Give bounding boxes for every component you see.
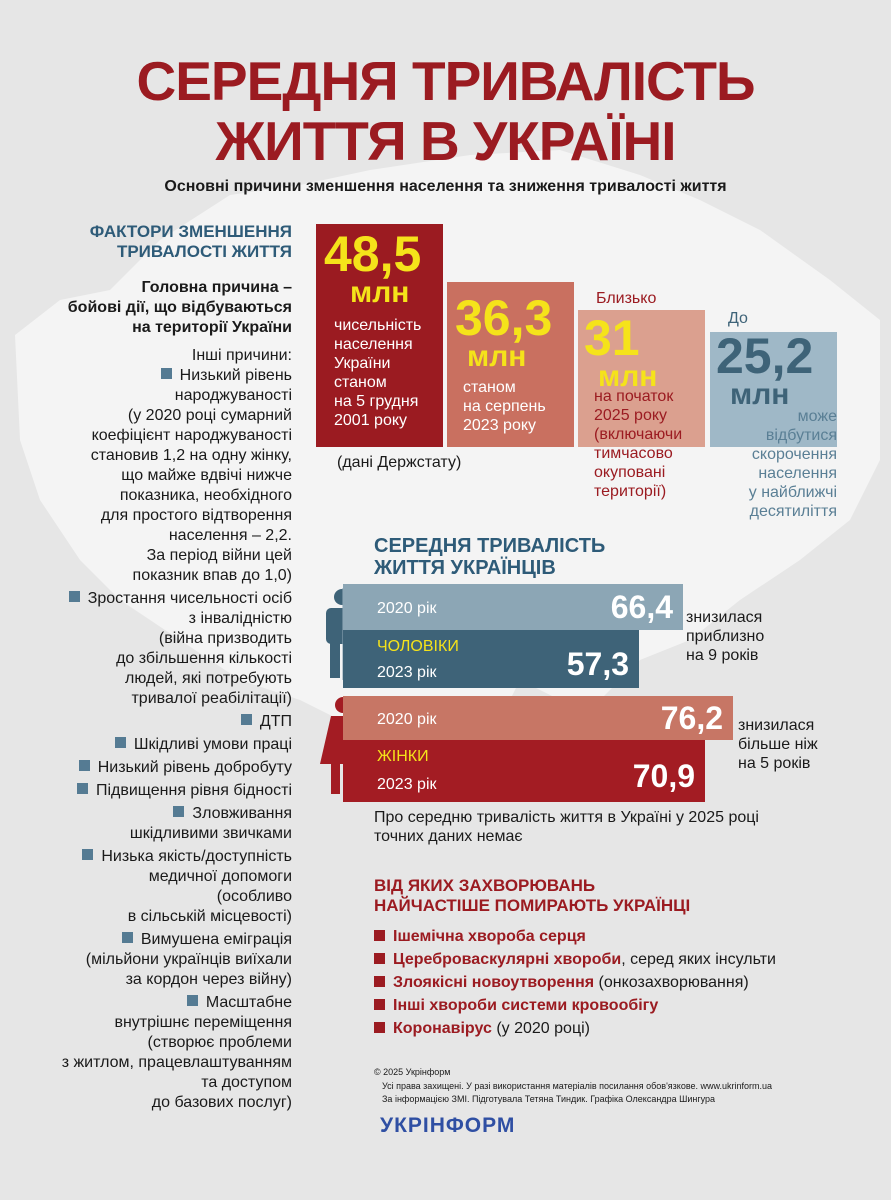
diseases-heading-line1: ВІД ЯКИХ ЗАХВОРЮВАНЬ — [374, 876, 596, 895]
population-2001-unit: млн — [350, 276, 410, 309]
men-change-note — [686, 608, 764, 665]
desc-line: населення — [758, 465, 837, 482]
bullet-icon — [79, 760, 90, 771]
men-2020-bar — [343, 584, 683, 630]
factor-item-line — [20, 546, 292, 566]
factor-item-line — [20, 950, 292, 970]
factor-item-line — [20, 1033, 292, 1053]
factors-section — [20, 222, 292, 1116]
bullet-icon — [69, 591, 80, 602]
disease-name: Коронавірус — [393, 1020, 492, 1037]
factor-item — [20, 804, 292, 844]
factor-item-text: За період війни цей — [146, 547, 292, 564]
factor-item-text: ДТП — [259, 713, 292, 730]
factor-item-text: людей, які потребують — [125, 670, 292, 687]
factor-item-text: з інвалідністю — [188, 610, 292, 627]
factor-item — [20, 366, 292, 586]
factor-item-line — [20, 930, 292, 950]
women-label: ЖІНКИ — [377, 748, 429, 765]
disease-name: Інші хвороби системи кровообігу — [393, 997, 659, 1014]
factor-item-line — [20, 970, 292, 990]
factor-item-line — [20, 781, 292, 801]
footer-credits: За інформацією ЗМІ. Підготувала Тетяна Тиндик. Графіка Олександра Шингура — [382, 1094, 716, 1104]
factor-item-text: Вимушена еміграція — [140, 931, 292, 948]
disease-item — [374, 994, 776, 1017]
factor-item-text: за кордон через війну) — [125, 971, 292, 988]
factor-item-line — [20, 366, 292, 386]
factor-item-line — [20, 712, 292, 732]
factor-item-line — [20, 847, 292, 867]
women-2023-year: 2023 рік — [377, 776, 437, 793]
factor-item-line — [20, 506, 292, 526]
bullet-icon — [374, 930, 385, 941]
population-2001-box — [316, 224, 443, 447]
disease-item — [374, 925, 776, 948]
desc-line: (включаючи — [594, 426, 683, 443]
factor-item-line — [20, 887, 292, 907]
factor-item-line — [20, 735, 292, 755]
desc-line: на 5 років — [738, 755, 811, 772]
factor-item-text: Низький рівень добробуту — [97, 759, 292, 776]
factor-item-text: шкідливими звичками — [129, 825, 292, 842]
men-label: ЧОЛОВІКИ — [377, 638, 459, 655]
desc-line: території) — [594, 483, 667, 500]
factor-item — [20, 712, 292, 732]
page-title-line2: ЖИТТЯ В УКРАЇНІ — [215, 110, 676, 172]
bullet-icon — [374, 1022, 385, 1033]
other-causes-label: Інші причини: — [191, 347, 292, 364]
bullet-icon — [374, 976, 385, 987]
desc-line: приблизно — [686, 628, 765, 645]
diseases-heading-line2: НАЙЧАСТІШЕ ПОМИРАЮТЬ УКРАЇНЦІ — [374, 896, 691, 915]
factor-item-line — [20, 824, 292, 844]
factor-item-line — [20, 649, 292, 669]
factor-item-line — [20, 386, 292, 406]
factor-item-text: (створює проблеми — [147, 1034, 292, 1051]
desc-line: може — [797, 408, 837, 425]
women-2020-year: 2020 рік — [377, 711, 437, 728]
desc-line: 2023 року — [463, 417, 537, 434]
factor-item-text: (мільйони українців виїхали — [85, 951, 292, 968]
factor-item-text: показника, необхідного — [119, 487, 292, 504]
factor-item-line — [20, 669, 292, 689]
factor-item-text: в сільській місцевості) — [127, 908, 292, 925]
factor-item — [20, 735, 292, 755]
disease-note: , серед яких інсульти — [621, 951, 776, 968]
population-source: (дані Держстату) — [337, 454, 462, 471]
factor-item — [20, 589, 292, 709]
disease-list — [374, 925, 776, 1040]
men-2023-year: 2023 рік — [377, 664, 437, 681]
factor-list — [20, 366, 292, 1113]
ukrinform-logo: УКРІНФОРМ — [380, 1114, 516, 1137]
population-forecast-prefix: До — [728, 310, 748, 327]
desc-line: тимчасово — [594, 445, 673, 462]
factor-item-line — [20, 758, 292, 778]
factor-item-text: Масштабне — [205, 994, 292, 1011]
factor-item-line — [20, 426, 292, 446]
bullet-icon — [115, 737, 126, 748]
factor-item-text: (війна призводить — [158, 630, 292, 647]
factor-item-line — [20, 1053, 292, 1073]
page-title-line1: СЕРЕДНЯ ТРИВАЛІСТЬ — [136, 50, 755, 112]
desc-line: станом — [334, 374, 387, 391]
population-forecast-desc — [710, 407, 837, 521]
women-change-note — [738, 716, 818, 773]
desc-line: населення — [334, 336, 413, 353]
factor-item-line — [20, 1093, 292, 1113]
disease-name: Злоякісні новоутворення — [393, 974, 595, 991]
bullet-icon — [173, 806, 184, 817]
factor-item-text: Низька якість/доступність — [101, 848, 292, 865]
factor-item-line — [20, 566, 292, 586]
men-2020-value: 66,4 — [610, 589, 673, 625]
bullet-icon — [77, 783, 88, 794]
factor-item-line — [20, 907, 292, 927]
factor-item-text: (у 2020 році сумарний — [127, 407, 292, 424]
factor-item — [20, 993, 292, 1113]
population-2023-unit: млн — [467, 340, 527, 373]
bullet-icon — [241, 714, 252, 725]
women-2023-bar — [343, 740, 705, 802]
population-2001-desc — [334, 316, 443, 430]
factor-item-text: тривалої реабілітації) — [131, 690, 292, 707]
factor-item-text: що майже вдвічі нижче — [121, 467, 292, 484]
desc-line: на серпень — [463, 398, 546, 415]
population-forecast-value: 25,2 — [716, 328, 814, 384]
desc-line: у найближчі — [748, 484, 837, 501]
factor-item-text: та доступом — [201, 1074, 292, 1091]
life-heading-line2: ЖИТТЯ УКРАЇНЦІВ — [374, 557, 556, 579]
factor-item-line — [20, 609, 292, 629]
life-footnote-line2: точних даних немає — [374, 828, 523, 845]
page-subtitle: Основні причини зменшення населення та зниження тривалості життя — [164, 178, 727, 195]
bullet-icon — [122, 932, 133, 943]
bullet-icon — [374, 999, 385, 1010]
desc-line: десятиліття — [749, 503, 837, 520]
factor-item-text: Зловживання — [192, 805, 292, 822]
factor-item-text: Підвищення рівня бідності — [95, 782, 292, 799]
desc-line: 2001 року — [334, 412, 408, 429]
factor-item-line — [20, 526, 292, 546]
factor-item-line — [20, 867, 292, 887]
factor-item-text: з житлом, працевлаштуванням — [61, 1054, 292, 1071]
desc-line: відбутися — [765, 427, 837, 444]
factor-item-text: внутрішнє переміщення — [114, 1014, 292, 1031]
factor-item-text: до збільшення кількості — [116, 650, 292, 667]
women-2020-value: 76,2 — [660, 700, 723, 736]
factor-item-line — [20, 466, 292, 486]
factor-item — [20, 847, 292, 927]
desc-line: на 5 грудня — [334, 393, 419, 410]
factor-item-line — [20, 589, 292, 609]
bullet-icon — [187, 995, 198, 1006]
bullet-icon — [82, 849, 93, 860]
men-2023-value: 57,3 — [566, 646, 629, 682]
desc-line: станом — [463, 379, 516, 396]
desc-line: чисельність — [334, 317, 422, 334]
desc-line: України — [334, 355, 391, 372]
footer-rights: Усі права захищені. У разі використання матеріалів посилання обов'язкове. www.ukrinform.ua — [382, 1081, 773, 1091]
disease-name: Ішемічна хвороба серця — [393, 928, 586, 945]
desc-line: окуповані — [594, 464, 666, 481]
desc-line: на початок — [594, 388, 674, 405]
population-2025-value: 31 — [584, 310, 640, 366]
population-2001-value: 48,5 — [324, 226, 422, 282]
factor-item-text: Шкідливі умови праці — [133, 736, 292, 753]
factor-item — [20, 758, 292, 778]
factor-item-line — [20, 406, 292, 426]
factor-item-line — [20, 1013, 292, 1033]
life-heading-line1: СЕРЕДНЯ ТРИВАЛІСТЬ — [374, 535, 606, 557]
desc-line: на 9 років — [686, 647, 759, 664]
factor-item-text: становив 1,2 на одну жінку, — [90, 447, 292, 464]
population-2023-box — [447, 282, 574, 447]
disease-item — [374, 948, 776, 971]
factor-item-text: (особливо — [216, 888, 292, 905]
desc-line: скорочення — [751, 446, 837, 463]
life-footnote-line1: Про середню тривалість життя в Україні у 2025 році — [374, 809, 759, 826]
population-forecast-unit: млн — [730, 378, 790, 411]
factor-item-line — [20, 1073, 292, 1093]
main-cause-line3: на території України — [132, 319, 292, 336]
factor-item-text: для простого відтворення — [100, 507, 292, 524]
disease-note: (у 2020 році) — [491, 1020, 590, 1037]
population-2025-unit: млн — [598, 360, 658, 393]
factor-item — [20, 781, 292, 801]
factor-item-line — [20, 446, 292, 466]
factor-item-line — [20, 629, 292, 649]
factor-item — [20, 930, 292, 990]
men-2023-bar — [343, 630, 639, 688]
factor-item-line — [20, 993, 292, 1013]
disease-item — [374, 1017, 776, 1040]
factor-item-line — [20, 689, 292, 709]
desc-line: 2025 року — [594, 407, 668, 424]
factor-item-text: коефіцієнт народжуваності — [91, 427, 292, 444]
women-2023-value: 70,9 — [632, 758, 695, 794]
disease-item — [374, 971, 776, 994]
main-cause-line1: Головна причина – — [141, 279, 292, 296]
factor-item-line — [20, 486, 292, 506]
population-2025-prefix: Близько — [596, 290, 657, 307]
disease-name: Цереброваскулярні хвороби — [393, 951, 622, 968]
desc-line: знизилася — [738, 717, 815, 734]
factors-heading-line1: ФАКТОРИ ЗМЕНШЕННЯ — [89, 222, 292, 241]
desc-line: знизилася — [686, 609, 763, 626]
main-cause-line2: бойові дії, що відбуваються — [67, 299, 292, 316]
bullet-icon — [374, 953, 385, 964]
factor-item-text: показник впав до 1,0) — [132, 567, 292, 584]
women-2020-bar — [343, 696, 733, 740]
disease-note: (онкозахворювання) — [594, 974, 749, 991]
bullet-icon — [161, 368, 172, 379]
men-2020-year: 2020 рік — [377, 600, 437, 617]
factors-heading-line2: ТРИВАЛОСТІ ЖИТТЯ — [116, 242, 292, 261]
factor-item-text: населення – 2,2. — [168, 527, 292, 544]
desc-line: більше ніж — [738, 736, 818, 753]
factor-item-text: народжуваності — [174, 387, 292, 404]
population-2023-desc — [463, 378, 574, 435]
factor-item-text: медичної допомоги — [148, 868, 292, 885]
factor-item-text: до базових послуг) — [151, 1094, 292, 1111]
footer-copyright: © 2025 Укрінформ — [374, 1067, 451, 1077]
population-2023-value: 36,3 — [455, 290, 553, 346]
factor-item-line — [20, 804, 292, 824]
population-2025-desc — [594, 387, 682, 501]
factor-item-text: Низький рівень — [179, 367, 292, 384]
factor-item-text: Зростання чисельності осіб — [87, 590, 292, 607]
